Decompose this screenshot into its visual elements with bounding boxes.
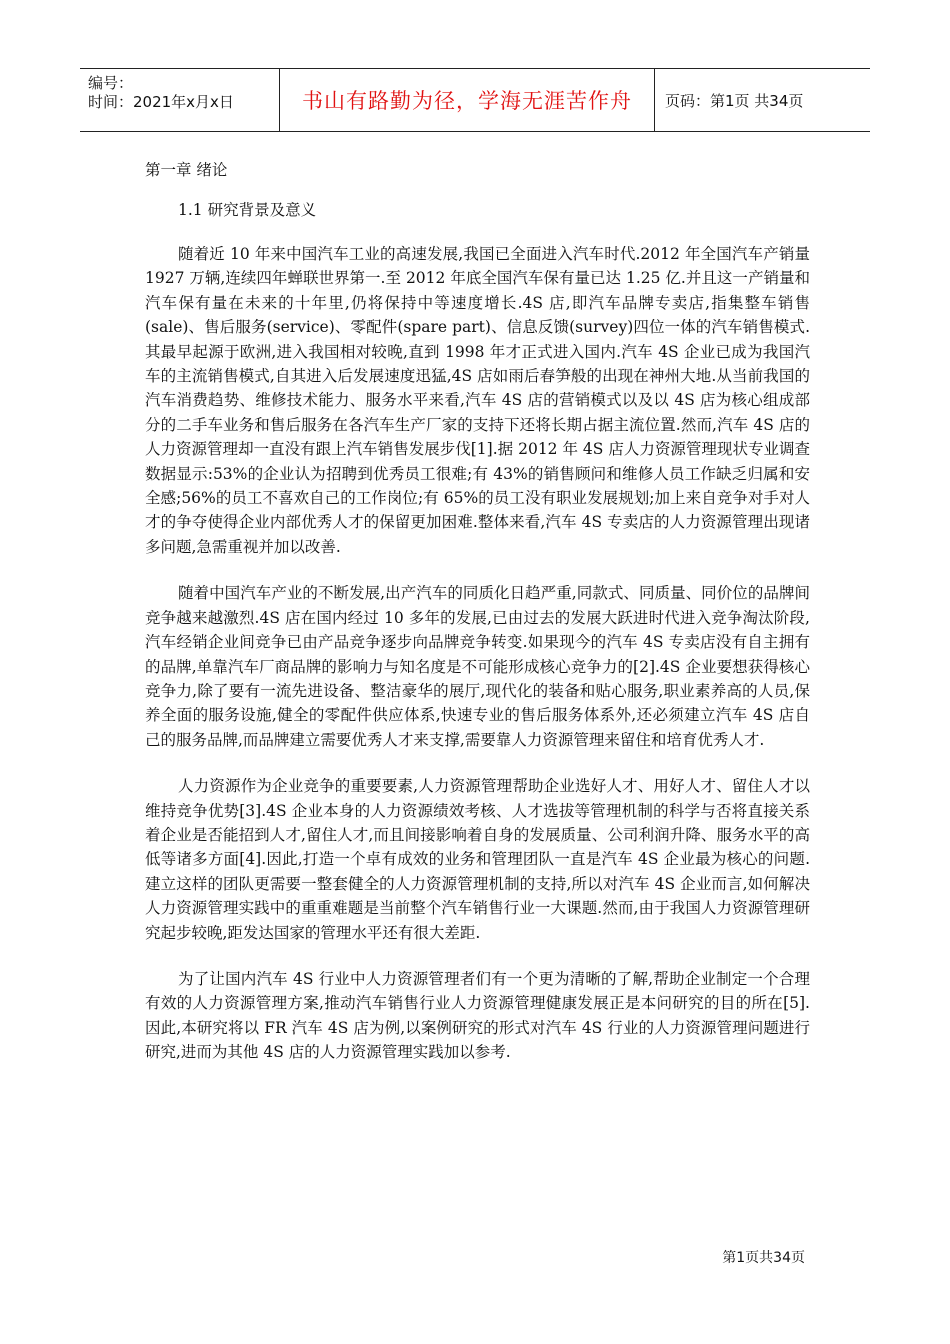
paragraph-2: 随着中国汽车产业的不断发展,出产汽车的同质化日趋严重,同款式、同质量、同价位的品牌间竞争越来越激烈.4S 店在国内经过 10 多年的发展,已由过去的发展大跃进时代进入竞争淘汰阶段,汽车经销企业间竞争已由产品竞争逐步向品牌竞争转变.如果现今的汽车 4S 专卖店没有自主拥有的品牌,单靠汽车厂商品牌的影响力与知名度是不可能形成核心竞争力的[2].4S 企业要想获得核心竞争力,除了要有一流先进设备、整洁豪华的展厅,现代化的装备和贴心服务,职业素养高的人员,保养全面的服务设施,健全的零配件供应体系,快速专业的售后服务体系外,还必须建立汽车 4S 店自己的服务品牌,而品牌建立需要优秀人才来支撑,需要靠人力资源管理来留住和培育优秀人才.	[145, 584, 810, 749]
header-page-info: 页码：第1页 共34页	[665, 91, 804, 110]
document-body	[145, 150, 810, 1065]
page-footer: 第1页共34页	[722, 1250, 805, 1266]
section-title: 1.1 研究背景及意义	[178, 201, 317, 219]
paragraph-3: 人力资源作为企业竞争的重要要素,人力资源管理帮助企业选好人才、用好人才、留住人才以维持竞争优势[3].4S 企业本身的人力资源绩效考核、人才选拔等管理机制的科学与否将直接关系着企业是否能招到人才,留住人才,而且间接影响着自身的发展质量、公司利润升降、服务水平的高低等诸多方面[4].因此,打造一个卓有成效的业务和管理团队一直是汽车 4S 企业最为核心的问题.建立这样的团队更需要一整套健全的人力资源管理机制的支持,所以对汽车 4S 企业而言,如何解决人力资源管理实践中的重重难题是当前整个汽车销售行业一大课题.然而,由于我国人力资源管理研究起步较晚,距发达国家的管理水平还有很大差距.	[145, 777, 810, 942]
chapter-title: 第一章 绪论	[145, 161, 228, 179]
header-meta	[80, 69, 280, 131]
document-time-label: 时间：2021年x月x日	[88, 93, 234, 111]
header-motto: 书山有路勤为径，学海无涯苦作舟	[280, 69, 655, 131]
page-header	[80, 68, 870, 132]
document-number-label: 编号：	[88, 74, 134, 92]
paragraph-4: 为了让国内汽车 4S 行业中人力资源管理者们有一个更为清晰的了解,帮助企业制定一个合理有效的人力资源管理方案,推动汽车销售行业人力资源管理健康发展正是本问研究的目的所在[5].因此,本研究将以 FR 汽车 4S 店为例,以案例研究的形式对汽车 4S 行业的人力资源管理问题进行研究,进而为其他 4S 店的人力资源管理实践加以参考.	[145, 969, 810, 1062]
paragraph-1: 随着近 10 年来中国汽车工业的高速发展,我国已全面进入汽车时代.2012 年全国汽车产销量 1927 万辆,连续四年蝉联世界第一.至 2012 年底全国汽车保有量已达 1.25 亿.并且这一产销量和汽车保有量在未来的十年里,仍将保持中等速度增长.4S 店,即汽车品牌专卖店,指集整车销售(sale)、售后服务(service)、零配件(spare part)、信息反馈(survey)四位一体的汽车销售模式.其最早起源于欧洲,进入我国相对较晚,直到 1998 年才正式进入国内.汽车 4S 企业已成为我国汽车的主流销售模式,自其进入后发展速度迅猛,4S 店如雨后春笋般的出现在神州大地.从当前我国的汽车消费趋势、维修技术能力、服务水平来看,汽车 4S 店的营销模式以及以 4S 店为核心组成部分的二手车业务和售后服务在各汽车生产厂家的支持下还将长期占据主流位置.然而,汽车 4S 店的人力资源管理却一直没有跟上汽车销售发展步伐[1].据 2012 年 4S 店人力资源管理现状专业调查数据显示:53%的企业认为招聘到优秀员工很难;有 43%的销售顾问和维修人员工作缺乏归属和安全感;56%的员工不喜欢自己的工作岗位;有 65%的员工没有职业发展规划;加上来自竞争对手对人才的争夺使得企业内部优秀人才的保留更加困难.整体来看,汽车 4S 专卖店的人力资源管理出现诸多问题,急需重视并加以改善.	[145, 245, 810, 556]
